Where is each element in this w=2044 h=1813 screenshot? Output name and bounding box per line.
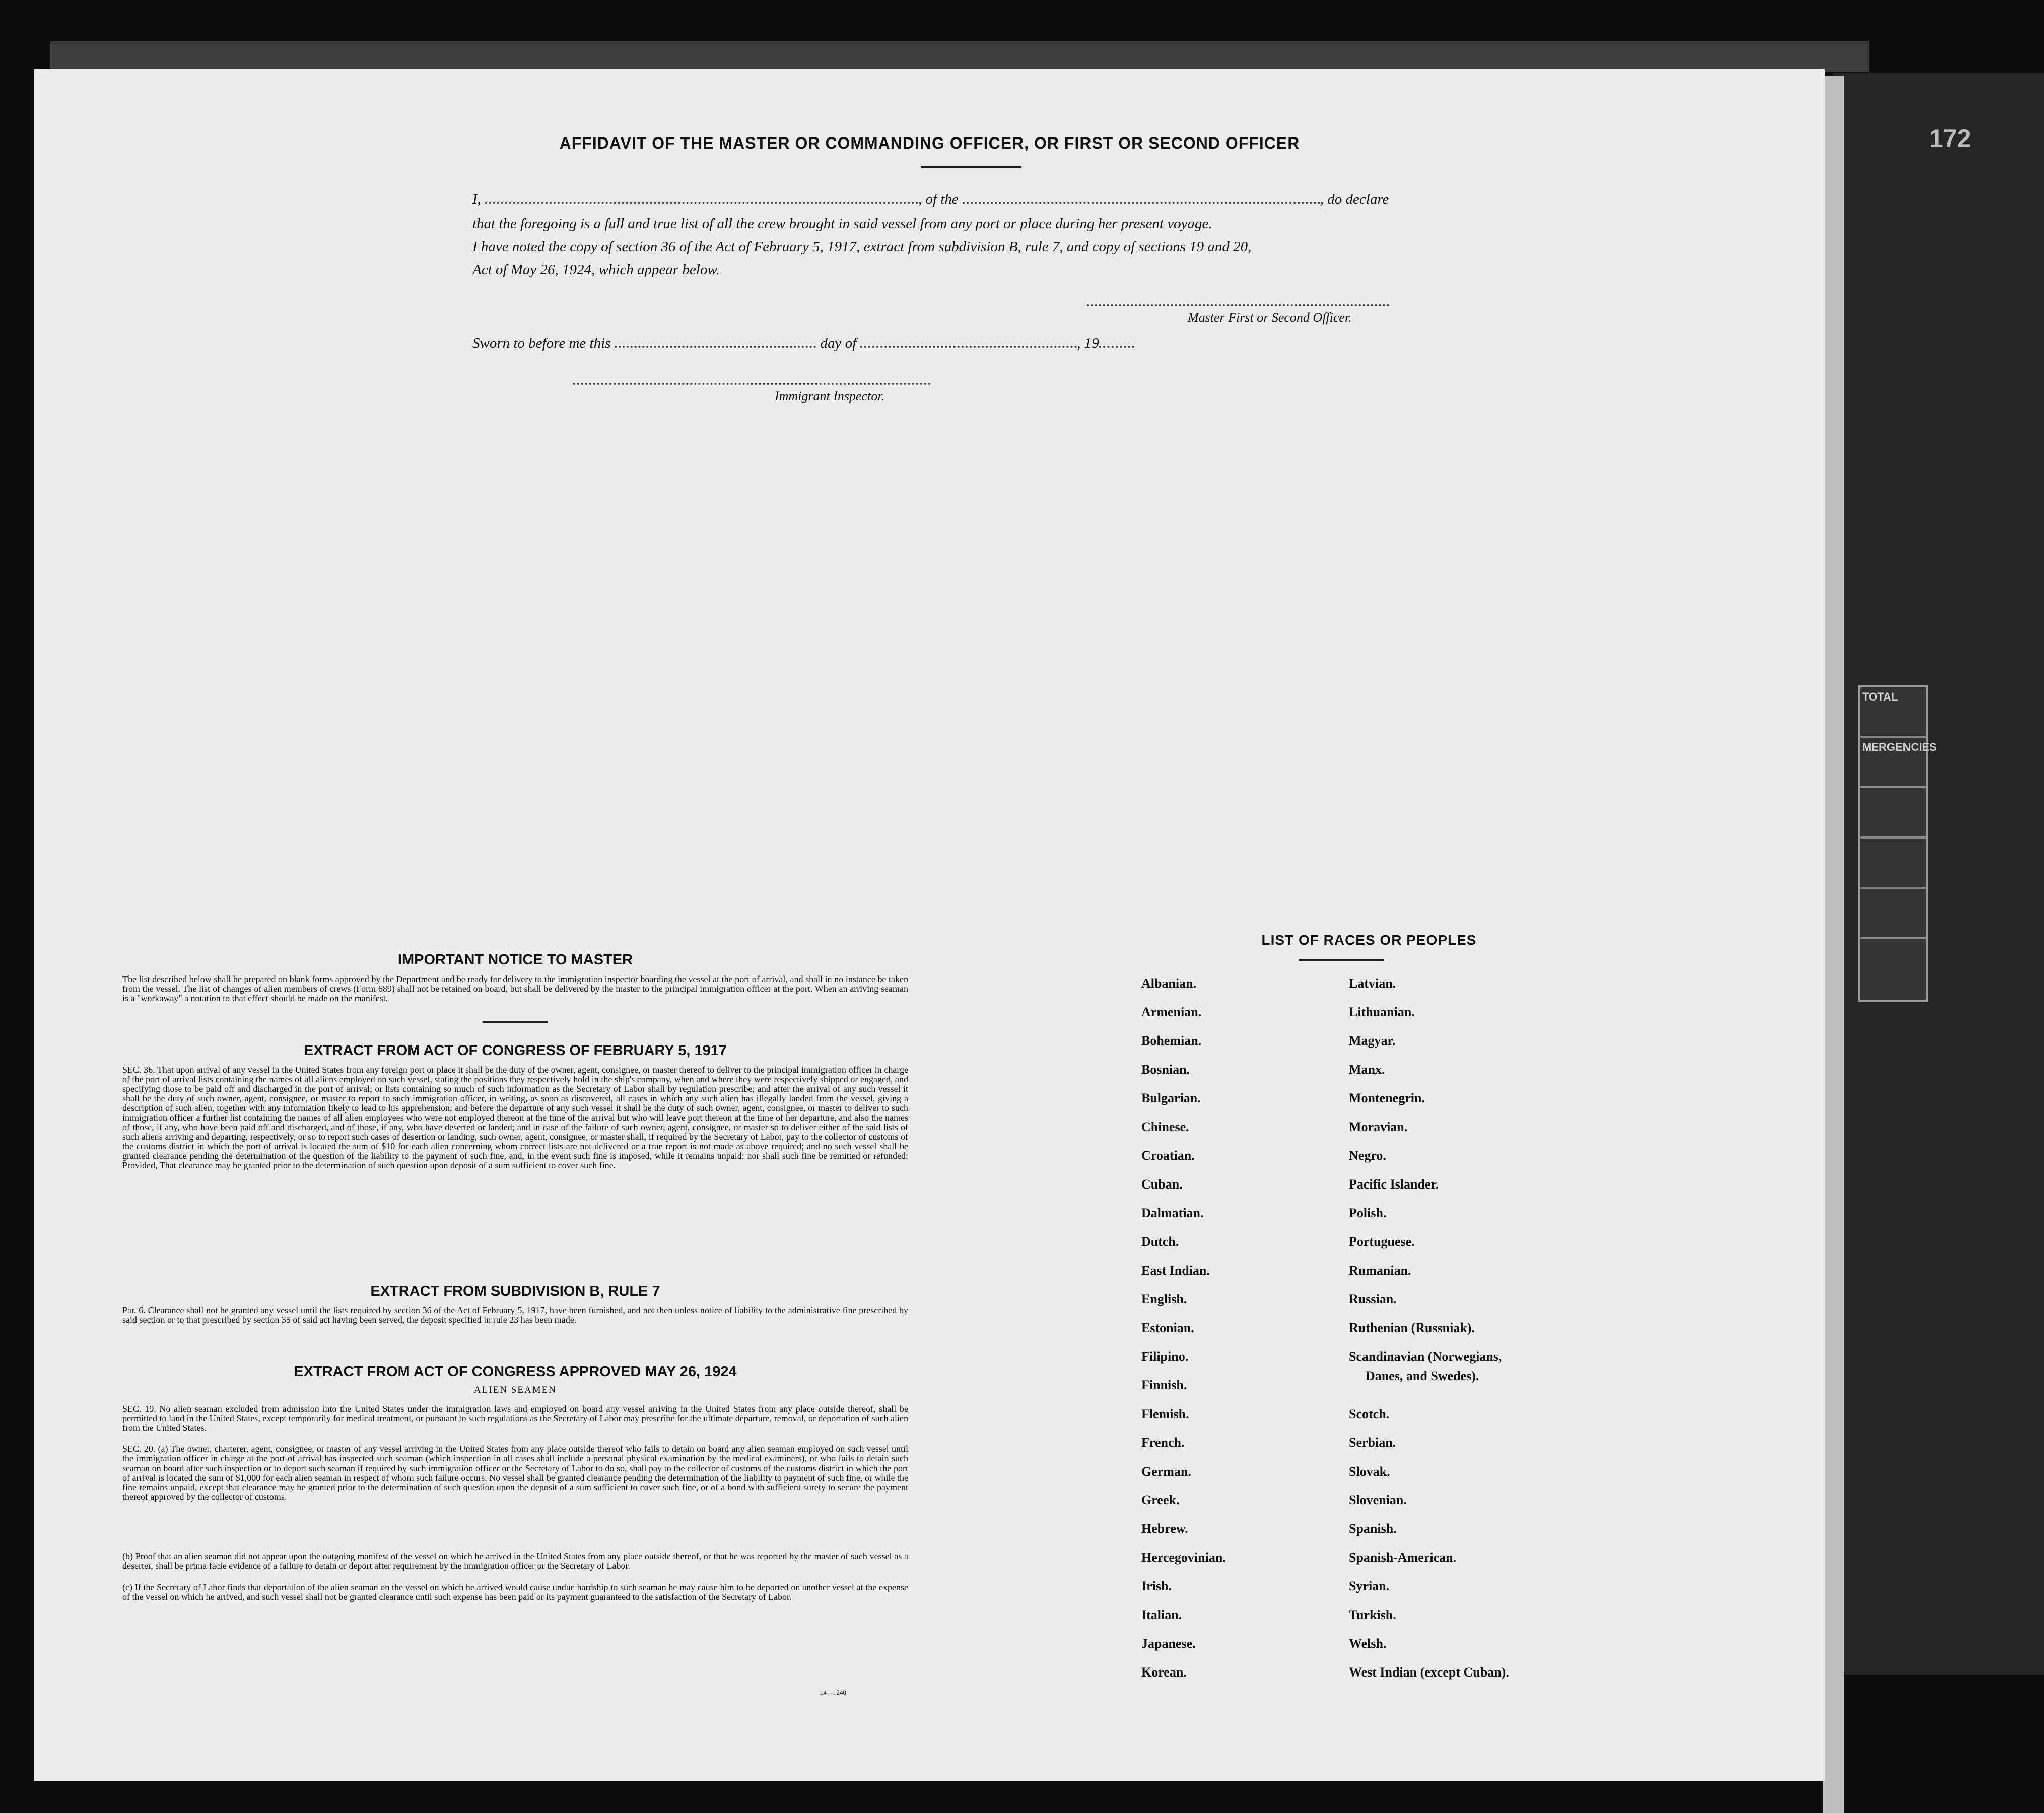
vessel-blank[interactable]: [963, 197, 1320, 204]
race-left: Bulgarian.: [1141, 1091, 1201, 1105]
extract-1924-sec19: SEC. 19. No alien seaman excluded from admission into the United States under the immigration laws and employed on board any vessel arriving in the United States from any place outside thereof, shall be permitted to land in the United States, except temporarily for medical treatment, or pursuant to such regulations as the Secretary of Labor may prescribe for the ultimate departure, removal, or deportation of such alien from the United States.: [122, 1404, 908, 1433]
race-left: Hebrew.: [1141, 1521, 1188, 1536]
notice-body: The list described below shall be prepared on blank forms approved by the Department and be ready for delivery to the immigration inspector boarding the vessel at the port of arrival, and shall in no instance be taken from the vessel. The list of changes of alien members of crews (Form 689) shall not be retained on board, but shall be delivered by the master to the principal immigration officer at the port. When an arriving seaman is a "workaway" a notation to that effect should be made on the manifest.: [122, 974, 908, 1003]
race-right: Pacific Islander.: [1349, 1177, 1439, 1192]
race-right: Turkish.: [1349, 1608, 1396, 1622]
race-left: Irish.: [1141, 1579, 1172, 1593]
race-right: Portuguese.: [1349, 1234, 1415, 1249]
race-right: Spanish-American.: [1349, 1550, 1457, 1565]
sworn-year: , 19: [1077, 335, 1099, 352]
scan-top-edge: [50, 41, 1869, 72]
race-right: Montenegrin.: [1349, 1091, 1425, 1105]
affidavit-declare: , do declare: [1320, 191, 1389, 207]
notice-title: IMPORTANT NOTICE TO MASTER: [397, 952, 633, 968]
race-right: Rumanian.: [1349, 1263, 1411, 1278]
document-page: [34, 69, 1825, 1781]
inspector-signature-blank[interactable]: [573, 378, 931, 385]
master-signature-blank[interactable]: [1087, 299, 1389, 306]
extract-1924-sec20c: (c) If the Secretary of Labor finds that deportation of the alien seaman on the vessel on which he arrived would cause undue hardship to such seaman he may cause him to be deported on another vessel at the expense of the vessel on which he arrived, and such vessel shall not be granted clearance until such expense has been paid or its payment guaranteed to the satisfaction of the Secretary of Labor.: [122, 1582, 908, 1602]
race-left: Croatian.: [1141, 1148, 1195, 1163]
race-left: Italian.: [1141, 1608, 1182, 1622]
race-right: Slovak.: [1349, 1464, 1390, 1479]
page-number: 172: [1929, 124, 1971, 153]
race-left: Albanian.: [1141, 976, 1197, 991]
extract-1924-subtitle: ALIEN SEAMEN: [474, 1385, 557, 1396]
race-right: West Indian (except Cuban).: [1349, 1665, 1509, 1680]
side-stamp: [1858, 685, 1937, 1002]
race-right: Serbian.: [1349, 1435, 1396, 1450]
race-left: Filipino.: [1141, 1349, 1189, 1364]
race-left: Finnish.: [1141, 1378, 1187, 1392]
sworn-line: [472, 335, 1134, 352]
race-right: Welsh.: [1349, 1636, 1387, 1651]
race-right: Moravian.: [1349, 1120, 1408, 1134]
notice-divider: [483, 1021, 548, 1023]
race-left: Dalmatian.: [1141, 1206, 1204, 1220]
race-left: Korean.: [1141, 1665, 1187, 1680]
race-right: Manx.: [1349, 1062, 1385, 1077]
title-underline: [921, 166, 1021, 168]
affidavit-line-3: I have noted the copy of section 36 of the Act of February 5, 1917, extract from subdivision B, rule 7, and copy of sections 19 and 20,: [472, 239, 1252, 255]
page-edge-stack: [1823, 76, 1844, 1813]
race-left: German.: [1141, 1464, 1191, 1479]
race-left: Greek.: [1141, 1493, 1180, 1507]
extract-rule7-title: EXTRACT FROM SUBDIVISION B, RULE 7: [370, 1283, 660, 1299]
race-left: Cuban.: [1141, 1177, 1183, 1192]
race-left: Chinese.: [1141, 1120, 1189, 1134]
extract-rule7-body: Par. 6. Clearance shall not be granted any vessel until the lists required by section 36 of the Act of February 5, 1917, have been furnished, and not then unless notice of liability to the administrative fine prescribed by said section or to that prescribed by section 35 of said act having been served, the deposit specified in rule 23 has been made.: [122, 1305, 908, 1325]
extract-1917-title: EXTRACT FROM ACT OF CONGRESS OF FEBRUARY 5, 1917: [303, 1042, 727, 1059]
sworn-year-blank[interactable]: [1099, 341, 1134, 348]
race-right: Negro.: [1349, 1148, 1386, 1163]
race-right-continuation: Danes, and Swedes).: [1366, 1369, 1479, 1383]
race-right: Latvian.: [1349, 976, 1396, 991]
extract-1917-body: SEC. 36. That upon arrival of any vessel in the United States from any foreign port or place it shall be the duty of the owner, agent, consignee, or master thereof to deliver to the principal immigration officer in charge of the port of arrival lists containing the names of all aliens employed on such vessel, stating the positions they respectively hold in the ship's company, when and where they were respectively shipped or engaged, and specifying those to be paid off and discharged in the port of arrival; or lists containing so much of such information as the Secretary of Labor shall by regulation prescribe; and after the arrival of any such vessel it shall be the duty of such owner, agent, consignee, or master to report to such immigration officer, in writing, as soon as discovered, all cases in which any such alien has illegally landed from the vessel, giving a description of such alien, together with any information likely to lead to his apprehension; and before the departure of any such vessel it shall be the duty of such owner, agent, consignee, or master to deliver to such immigration officer a further list containing the names of all alien employees who were not employed thereon at the time of the arrival but who will leave port thereon at the time of her departure, and also the names of those, if any, who have been paid off and discharged, and of those, if any, who have deserted or landed; and in case of the failure of such owner, agent, consignee, or master so to deliver either of the said lists of such aliens arriving and departing, respectively, or so to report such cases of desertion or landing, such owner, agent, consignee, or master shall, if required by the Secretary of Labor, pay to the collector of customs of the customs district in which the port of arrival is located the sum of $10 for each alien concerning whom correct lists are not delivered or a true report is not made as above required; and no such vessel shall be granted clearance pending the determination of the question of the liability to the payment of such fine, and, in the event such fine is imposed, while it remains unpaid; nor shall such fine be remitted or refunded: Provided, That clearance may be granted prior to the determination of such question upon deposit of a sum sufficient to cover such fine.: [122, 1065, 908, 1170]
race-right: Scotch.: [1349, 1407, 1390, 1421]
race-right: Scandinavian (Norwegians,: [1349, 1349, 1502, 1364]
race-right: Russian.: [1349, 1292, 1397, 1306]
race-left: Dutch.: [1141, 1234, 1179, 1249]
name-blank[interactable]: [485, 197, 918, 204]
affidavit-line-2: that the foregoing is a full and true list of all the crew brought in said vessel from any port or place during her present voyage.: [472, 216, 1212, 232]
race-left: Bohemian.: [1141, 1033, 1202, 1048]
race-left: Armenian.: [1141, 1005, 1202, 1019]
race-right: Spanish.: [1349, 1521, 1397, 1536]
race-right: Lithuanian.: [1349, 1005, 1415, 1019]
affidavit-line-4: Act of May 26, 1924, which appear below.: [472, 262, 720, 278]
form-number: 14—1240: [820, 1689, 846, 1696]
race-left: English.: [1141, 1292, 1187, 1306]
race-left: Estonian.: [1141, 1320, 1194, 1335]
races-title-underline: [1299, 959, 1384, 961]
race-left: Bosnian.: [1141, 1062, 1190, 1077]
stamp-label-1: TOTAL: [1862, 690, 1898, 703]
race-right: Ruthenian (Russniak).: [1349, 1320, 1475, 1335]
race-right: Polish.: [1349, 1206, 1387, 1220]
inspector-label: Immigrant Inspector.: [775, 389, 885, 403]
race-left: Hercegovinian.: [1141, 1550, 1226, 1565]
race-left: Flemish.: [1141, 1407, 1189, 1421]
extract-1924-sec20a: SEC. 20. (a) The owner, charterer, agent, consignee, or master of any vessel arriving in the United States from any place outside thereof who fails to detain on board any alien seaman employed on such vessel until the immigration officer in charge at the port of arrival has inspected such seaman (which inspection in all cases shall include a personal physical examination by the medical examiners), or who fails to detain such seaman on board after such inspection or to deport such seaman if required by such immigration officer or the Secretary of Labor to do so, shall pay to the collector of customs of the customs district in which the port of arrival is located the sum of $1,000 for each alien seaman in respect of whom such failure occurs. No vessel shall be granted clearance pending the determination of the liability to payment of such fine, or while the fine remains unpaid, except that clearance may be granted prior to the determination of such question upon the deposit of a sum sufficient to cover such fine, or of a bond with sufficient surety to secure the payment thereof approved by the collector of customs.: [122, 1444, 908, 1502]
race-right: Slovenian.: [1349, 1493, 1407, 1507]
sworn-month-blank[interactable]: [860, 341, 1077, 348]
race-left: East Indian.: [1141, 1263, 1210, 1278]
extract-1924-sec20b: (b) Proof that an alien seaman did not appear upon the outgoing manifest of the vessel on which he arrived in the United States from any place outside thereof, or that he was reported by the master of such vessel as a deserter, shall be prima facie evidence of a failure to detain or deport after requirement by the immigration officer or the Secretary of Labor.: [122, 1551, 908, 1571]
affidavit-i: I,: [472, 191, 481, 207]
race-left: Japanese.: [1141, 1636, 1196, 1651]
race-right: Magyar.: [1349, 1033, 1396, 1048]
sworn-day-of: day of: [820, 335, 857, 352]
affidavit-title: AFFIDAVIT OF THE MASTER OR COMMANDING OFFICER, OR FIRST OR SECOND OFFICER: [559, 134, 1300, 152]
race-right: Syrian.: [1349, 1579, 1390, 1593]
affidavit-of-the: , of the: [918, 191, 959, 207]
master-signature-label: Master First or Second Officer.: [1188, 310, 1352, 325]
races-title: LIST OF RACES OR PEOPLES: [1261, 932, 1477, 948]
affidavit-line-1: [472, 191, 1389, 208]
extract-1924-title: EXTRACT FROM ACT OF CONGRESS APPROVED MAY 26, 1924: [294, 1364, 737, 1380]
sworn-day-blank[interactable]: [615, 341, 816, 348]
stamp-label-2: MERGENCIES: [1862, 741, 1937, 753]
race-left: French.: [1141, 1435, 1185, 1450]
sworn-prefix: Sworn to before me this: [472, 335, 611, 352]
